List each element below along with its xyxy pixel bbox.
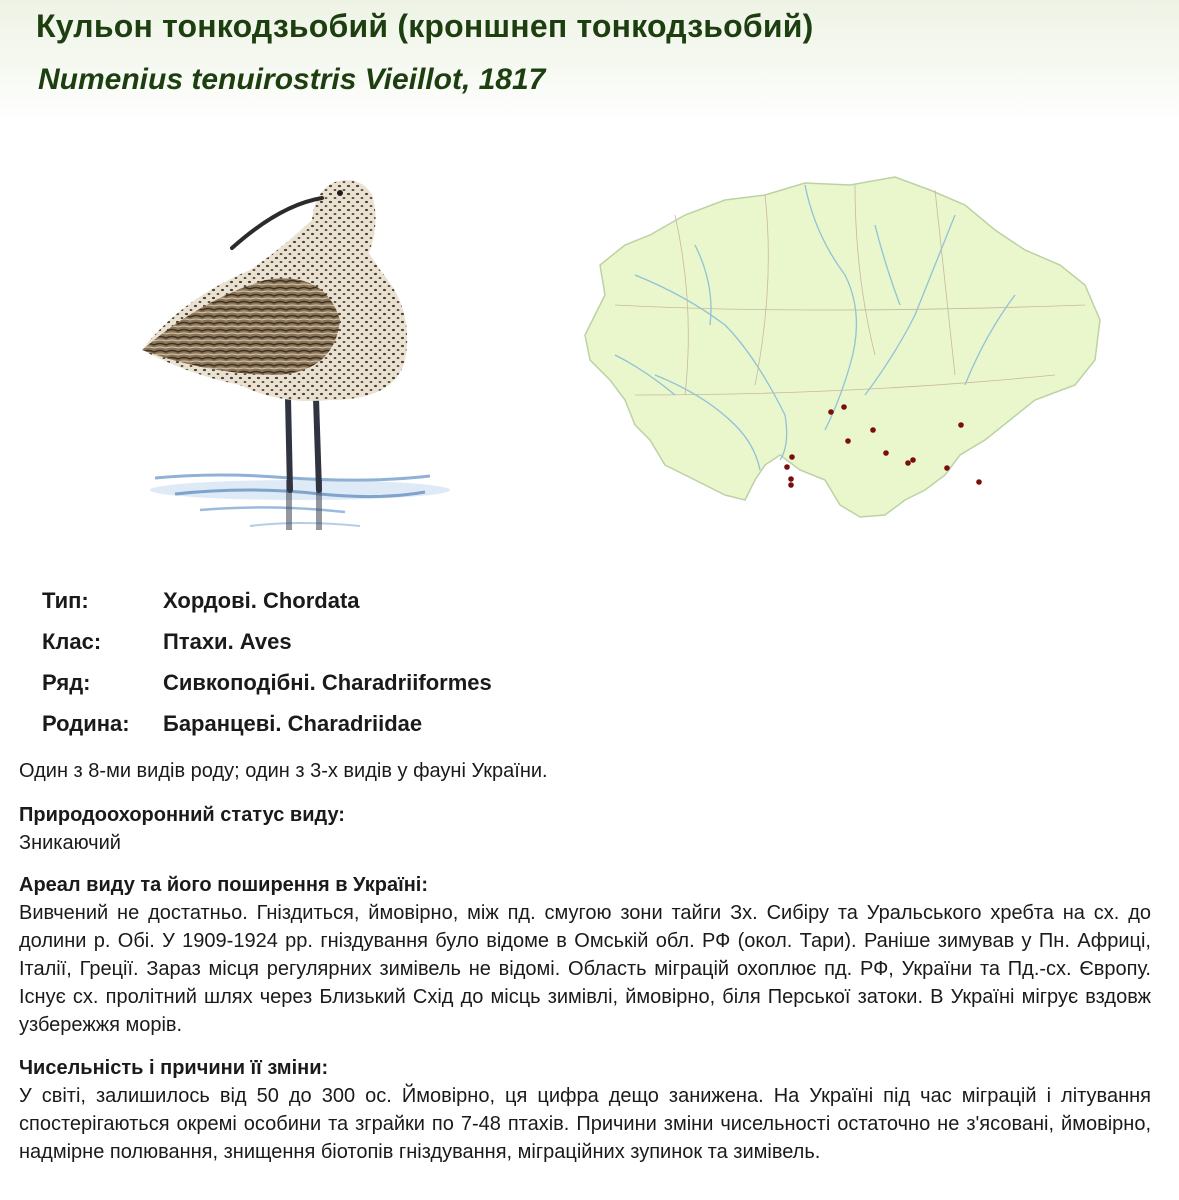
leg (288, 398, 290, 490)
taxonomy-value: Баранцеві. Charadriidae (163, 710, 423, 736)
genus-note: Один з 8-ми видів роду; один з 3-х видів у фауні України. (19, 760, 548, 782)
latin-name: Numenius tenuirostris Vieillot, 1817 (38, 63, 546, 96)
range-heading: Ареал виду та його поширення в Україні: (19, 874, 428, 896)
range-text: Вивчений не достатньо. Гніздиться, ймовірно, між пд. смугою зони тайги Зх. Сибіру та Уральського хребта на сх. до долини р. Обі. У 1909-1924 рр. гніздування було відоме в Омській обл. РФ (окол. Тари). Раніше зимував у Пн. Африці, Італії, Греції. Зараз місця регулярних зимівель не відомі. Область міграцій охоплює пд. РФ, України та Пд.-сх. Європу. Існує сх. пролітний шлях через Близький Схід до місць зимівлі, ймовірно, біля Перської затоки. В Україні мігрує вздовж узбережжя морів. (19, 902, 1151, 1036)
status-value: Зникаючий (19, 832, 121, 854)
taxonomy-row (42, 580, 492, 621)
taxonomy-key: Родина: (42, 710, 130, 736)
bird-illustration (130, 160, 450, 560)
taxonomy-value: Хордові. Chordata (163, 587, 360, 613)
leg (316, 398, 319, 490)
taxonomy-key: Ряд: (42, 669, 91, 695)
page-title: Кульон тонкодзьобий (кроншнеп тонкодзьобий) (36, 8, 814, 44)
taxonomy-row (42, 662, 492, 703)
taxonomy-key: Клас: (42, 628, 102, 654)
numbers-heading: Чисельність і причини її зміни: (19, 1057, 329, 1079)
status-heading: Природоохоронний статус виду: (19, 804, 345, 826)
range-map (555, 155, 1115, 540)
numbers-text: У світі, залишилось від 50 до 300 ос. Ймовірно, ця цифра дещо занижена. На Україні під час міграцій і літування спостерігаються окремі особини та зграйки по 7-48 птахів. Причини зміни чисельності остаточно не з'ясовані, ймовірно, надмірне полювання, знищення біотопів гніздування, міграційних зупинок та зимівель. (19, 1085, 1151, 1163)
taxonomy-value: Сивкоподібні. Charadriiformes (163, 669, 492, 695)
ukraine-outline (585, 177, 1100, 517)
water-reflection (150, 475, 450, 530)
taxonomy-value: Птахи. Aves (163, 628, 292, 654)
taxonomy-row (42, 621, 492, 662)
taxonomy-key: Тип: (42, 587, 89, 613)
taxonomy-table (42, 580, 492, 744)
taxonomy-row (42, 703, 492, 744)
